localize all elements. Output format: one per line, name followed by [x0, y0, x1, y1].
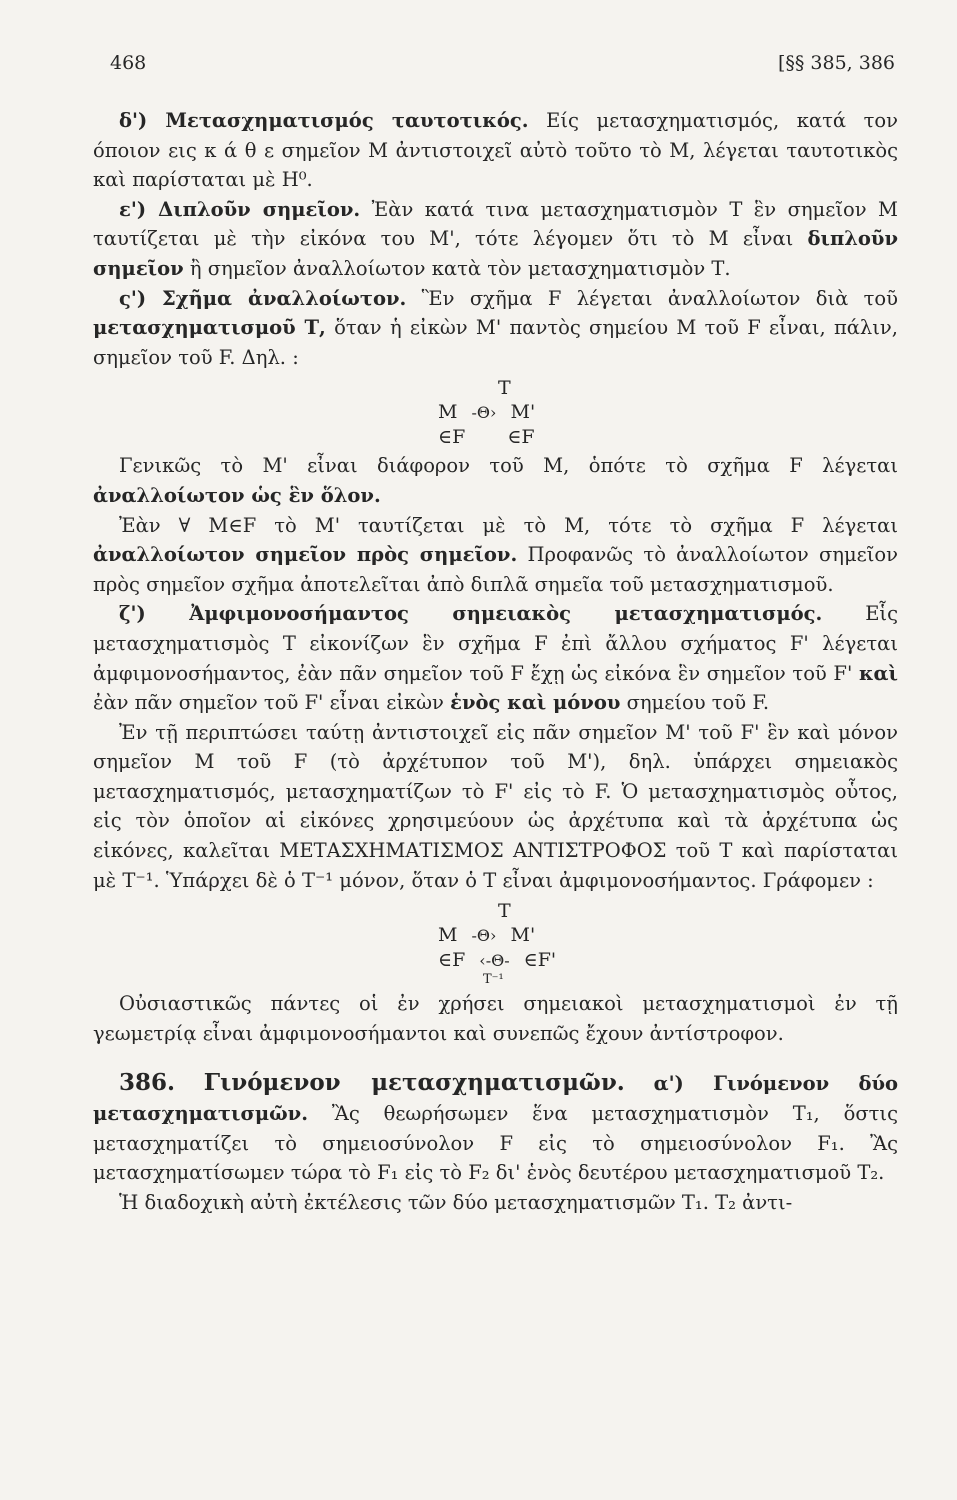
paragraph-pointwise: [93, 511, 898, 600]
text-invariant-2: ὅταν ἡ εἰκὼν Μ' παντὸς σημείου Μ τοῦ F εἶναι, πάλιν, σημεῖον τοῦ F. Δηλ. :: [93, 316, 898, 369]
section-386-number: 386.: [119, 1069, 176, 1097]
mapping-diagram-2: [93, 899, 898, 987]
paragraph-identity: [93, 106, 898, 195]
diagram2-bottom-left: ∈F: [438, 949, 466, 972]
term-and: καὶ: [858, 661, 898, 685]
paragraph-invariant-figure: [93, 284, 898, 373]
heading-invariant-figure: ς') Σχῆμα ἀναλλοίωτον.: [119, 286, 407, 310]
paragraph-inverse: Ἐν τῇ περιπτώσει ταύτῃ ἀντιστοιχεῖ εἰς πᾶν σημεῖον Μ' τοῦ F' ἓν καὶ μόνον σημεῖον Μ τοῦ F (τὸ ἀρχέτυπον τοῦ Μ'), δηλ. ὑπάρχει σημειακὸς μετασχηματισμός, μετασχηματίζων τὸ F' εἰς τὸ F. Ὁ μετασχηματισμὸς οὗτος, εἰς τὸν ὁποῖον αἱ εἰκόνες χρησιμεύουν ὡς ἀρχέτυπα καὶ τὰ ἀρχέτυπα ὡς εἰκόνες, καλεῖται ΜΕΤΑΣΧΗΜΑΤΙΣΜΟΣ ΑΝΤΙΣΤΡΟΦΟΣ τοῦ Τ καὶ παρίσταται μὲ Τ⁻¹. Ὑπάρχει δὲ ὁ Τ⁻¹ μόνον, ὅταν ὁ Τ εἶναι ἀμφιμονοσήμαντος. Γράφομεν :: [93, 720, 898, 892]
section-386-text: Ἂς θεωρήσωμεν ἕνα μετασχηματισμὸν Τ₁, ὅστις μετασχηματίζει τὸ σημειοσύνολον F εἰς τὸ σημειοσύνολον F₁. Ἂς μετασχηματίσωμεν τώρα τὸ F₁ εἰς τὸ F₂ δι' ἑνὸς δευτέρου μετασχηματισμοῦ Τ₂.: [93, 1102, 898, 1185]
heading-identity: δ') Μετασχηματισμός ταυτοτικός.: [119, 109, 529, 132]
text-pointwise-1: Ἐὰν ∀ Μ∈F τὸ Μ' ταυτίζεται μὲ τὸ Μ, τότε τὸ σχῆμα F λέγεται: [119, 513, 898, 537]
diagram2-bottom-right: ∈F': [523, 949, 557, 972]
text-bijective-1: Εἷς μετασχηματισμὸς Τ εἰκονίζων ἓν σχῆμα F ἐπὶ ἄλλου σχήματος F' λέγεται ἀμφιμονοσήμαντος, ἐὰν πᾶν σημεῖον τοῦ F ἔχῃ ὡς εἰκόνα ἓν σημεῖον τοῦ F': [93, 602, 898, 685]
paragraph-last: Ἡ διαδοχικὴ αὐτὴ ἐκτέλεσις τῶν δύο μετασχηματισμῶν Τ₁. Τ₂ ἀντι-: [119, 1190, 793, 1214]
text-identity: Είς μετασχηματισμός, κατά τον όποιον εις κ ά θ ε σημεῖον Μ ἀντιστοιχεῖ αὐτὸ τοῦτο τὸ Μ, λέγεται ταυτοτικὸς καὶ παρίσταται μὲ Η⁰.: [93, 109, 899, 192]
diagram2-right: M': [510, 924, 536, 947]
diagram2-left: M: [438, 924, 458, 947]
page-body: [93, 106, 898, 1217]
paragraph-bijective: [93, 599, 898, 717]
heading-bijective: ζ') Ἀμφιμονοσήμαντος σημειακὸς μετασχηματισμός.: [119, 602, 823, 626]
diagram1-bottom-left: ∈F: [438, 426, 466, 449]
term-double-point: διπλοῦν σημεῖον: [93, 227, 898, 280]
text-bijective-3: σημείου τοῦ F.: [626, 691, 770, 715]
text-double-point-2: ἢ σημεῖον ἀναλλοίωτον κατὰ τὸν μετασχηματισμὸν Τ.: [189, 256, 731, 280]
diagram2-top-label: T: [498, 900, 511, 923]
term-transformation-t: μετασχηματισμοῦ Τ,: [93, 316, 326, 340]
mapping-diagram-1: [93, 376, 898, 449]
diagram1-bottom-right: ∈F: [507, 426, 535, 449]
text-general: Γενικῶς τὸ Μ' εἶναι διάφορον τοῦ Μ, ὁπότε τὸ σχῆμα F λέγεται: [119, 454, 898, 478]
term-pointwise-invariant: ἀναλλοίωτον σημεῖον πρὸς σημεῖον.: [93, 543, 518, 567]
section-386-subtitle: α') Γινόμενον δύο μετασχηματισμῶν.: [93, 1072, 899, 1126]
text-bijective-2: ἐὰν πᾶν σημεῖον τοῦ F' εἶναι εἰκὼν: [93, 691, 444, 715]
term-invariant-whole: ἀναλλοίωτον ὡς ἓν ὅλον.: [93, 483, 381, 507]
section-386: [93, 1068, 898, 1187]
page-number: 468: [110, 52, 147, 74]
text-invariant-1: Ἓν σχῆμα F λέγεται ἀναλλοίωτον διὰ τοῦ: [421, 286, 899, 310]
paragraph-general: [93, 451, 898, 510]
text-pointwise-2: Προφανῶς τὸ ἀναλλοίωτον σημεῖον πρὸς σημεῖον σχῆμα ἀποτελεῖται ἀπὸ διπλᾶ σημεῖα τοῦ μετασχηματισμοῦ.: [93, 543, 899, 596]
paragraph-essential: Οὐσιαστικῶς πάντες οἱ ἐν χρήσει σημειακοὶ μετασχηματισμοὶ ἐν τῇ γεωμετρίᾳ εἶναι ἀμφιμονοσήμαντοι καὶ συνεπῶς ἔχουν ἀντίστροφον.: [93, 992, 898, 1045]
diagram2-back-arrow: ‹-Θ-: [479, 951, 510, 971]
paragraph-double-point: [93, 195, 898, 284]
diagram2-arrow: -Θ›: [471, 926, 497, 946]
heading-double-point: ε') Διπλοῦν σημεῖον.: [119, 197, 361, 221]
diagram1-arrow: -Θ›: [471, 403, 497, 423]
diagram1-top-label: T: [498, 377, 511, 400]
term-one-and-only: ἑνὸς καὶ μόνου: [450, 691, 621, 715]
diagram2-under-label: T⁻¹: [483, 972, 504, 988]
section-386-title: Γινόμενον μετασχηματισμῶν.: [203, 1069, 625, 1097]
diagram1-right: M': [510, 401, 536, 424]
section-reference: [§§ 385, 386: [777, 52, 895, 74]
text-double-point-1: Ἐὰν κατά τινα μετασχηματισμὸν Τ ἓν σημεῖον Μ ταυτίζεται μὲ τὴν εἰκόνα του Μ', τότε λέγομεν ὅτι τὸ Μ εἶναι: [93, 197, 899, 251]
diagram1-left: M: [438, 401, 458, 424]
